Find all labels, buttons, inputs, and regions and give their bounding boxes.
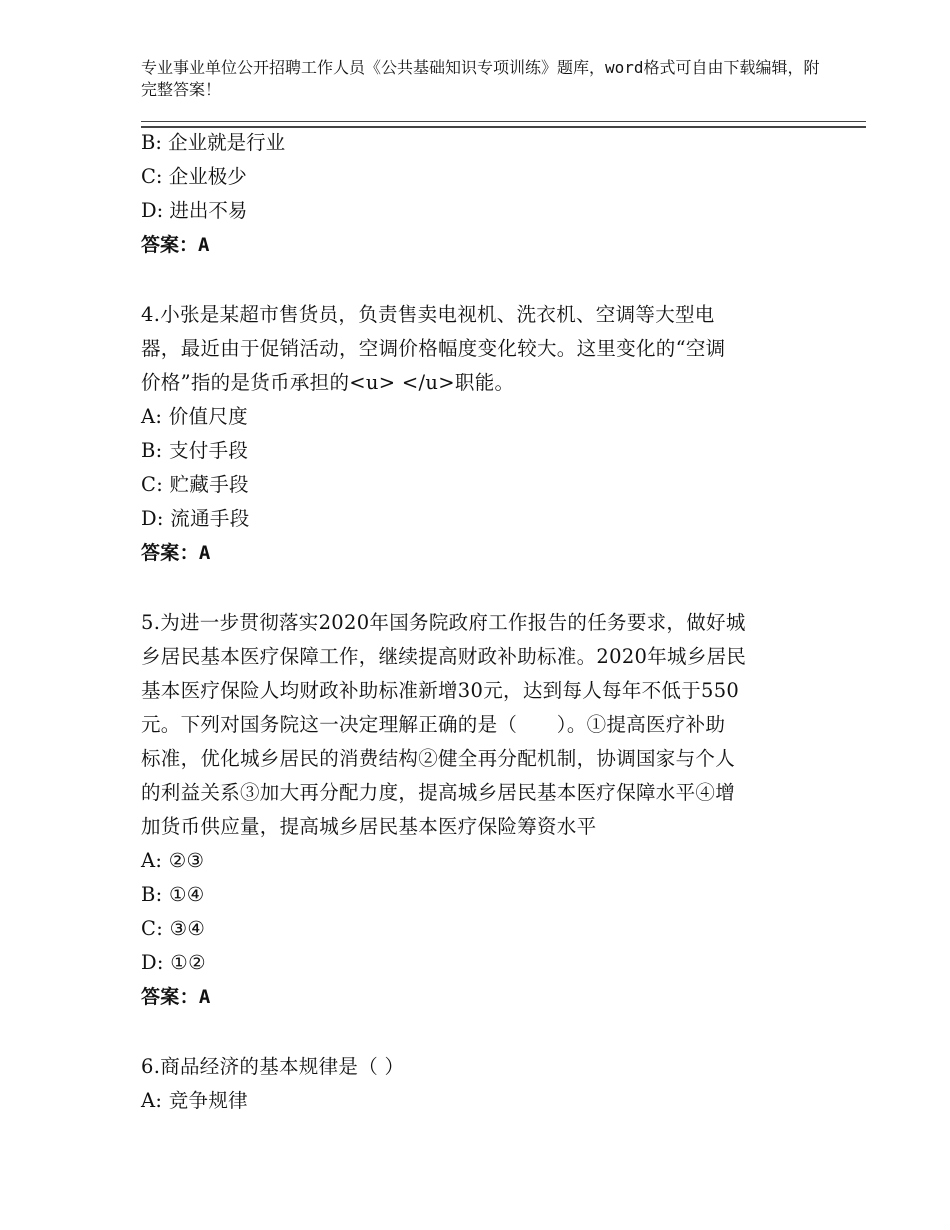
answer-label: 答案：A [141,986,211,1008]
question-4 [141,298,821,570]
question-stem-line: 基本医疗保险人均财政补助标准新增30元，达到每人每年不低于550 [141,679,740,702]
option-c: C: 贮藏手段 [141,473,249,496]
option-d: D: 进出不易 [141,199,248,222]
question-stem-line: 乡居民基本医疗保障工作，继续提高财政补助标准。2020年城乡居民 [141,645,747,668]
question-stem-line: 器，最近由于促销活动，空调价格幅度变化较大。这里变化的“空调 [141,337,726,360]
answer-label: 答案：A [141,542,211,564]
option-b: B: 企业就是行业 [141,131,286,154]
option-d: D: 流通手段 [141,507,250,530]
option-c: C: 企业极少 [141,165,247,188]
question-stem-line: 4.小张是某超市售货员，负责售卖电视机、洗衣机、空调等大型电 [141,303,715,326]
question-stem-line: 5.为进一步贯彻落实2020年国务院政府工作报告的任务要求，做好城 [141,611,746,634]
spacer [141,1014,821,1050]
question-stem-line: 元。下列对国务院这一决定理解正确的是（ ）。①提高医疗补助 [141,713,726,736]
question-stem-line: 价格”指的是货币承担的<u> </u>职能。 [141,371,515,394]
option-a: A: 竞争规律 [141,1089,248,1112]
answer-label: 答案：A [141,234,210,256]
spacer [141,262,821,298]
header-text: 专业事业单位公开招聘工作人员《公共基础知识专项训练》题库，word格式可自由下载编辑，附完整答案！ [141,58,820,99]
question-content [141,126,821,1118]
option-d: D: ①② [141,951,206,974]
spacer [141,570,821,606]
question-stem-line: 加货币供应量，提高城乡居民基本医疗保险筹资水平 [141,815,597,838]
question-3-tail [141,126,821,262]
question-6 [141,1050,821,1118]
option-b: B: 支付手段 [141,439,249,462]
question-stem-line: 标准，优化城乡居民的消费结构②健全再分配机制，协调国家与个人 [141,747,736,770]
option-a: A: ②③ [141,849,205,872]
option-a: A: 价值尺度 [141,405,248,428]
question-5 [141,606,821,1014]
option-b: B: ①④ [141,883,205,906]
option-c: C: ③④ [141,917,206,940]
question-stem-line: 的利益关系③加大再分配力度，提高城乡居民基本医疗保障水平④增 [141,781,736,804]
question-stem-line: 6.商品经济的基本规律是（ ） [141,1055,405,1078]
page-header [141,57,831,101]
